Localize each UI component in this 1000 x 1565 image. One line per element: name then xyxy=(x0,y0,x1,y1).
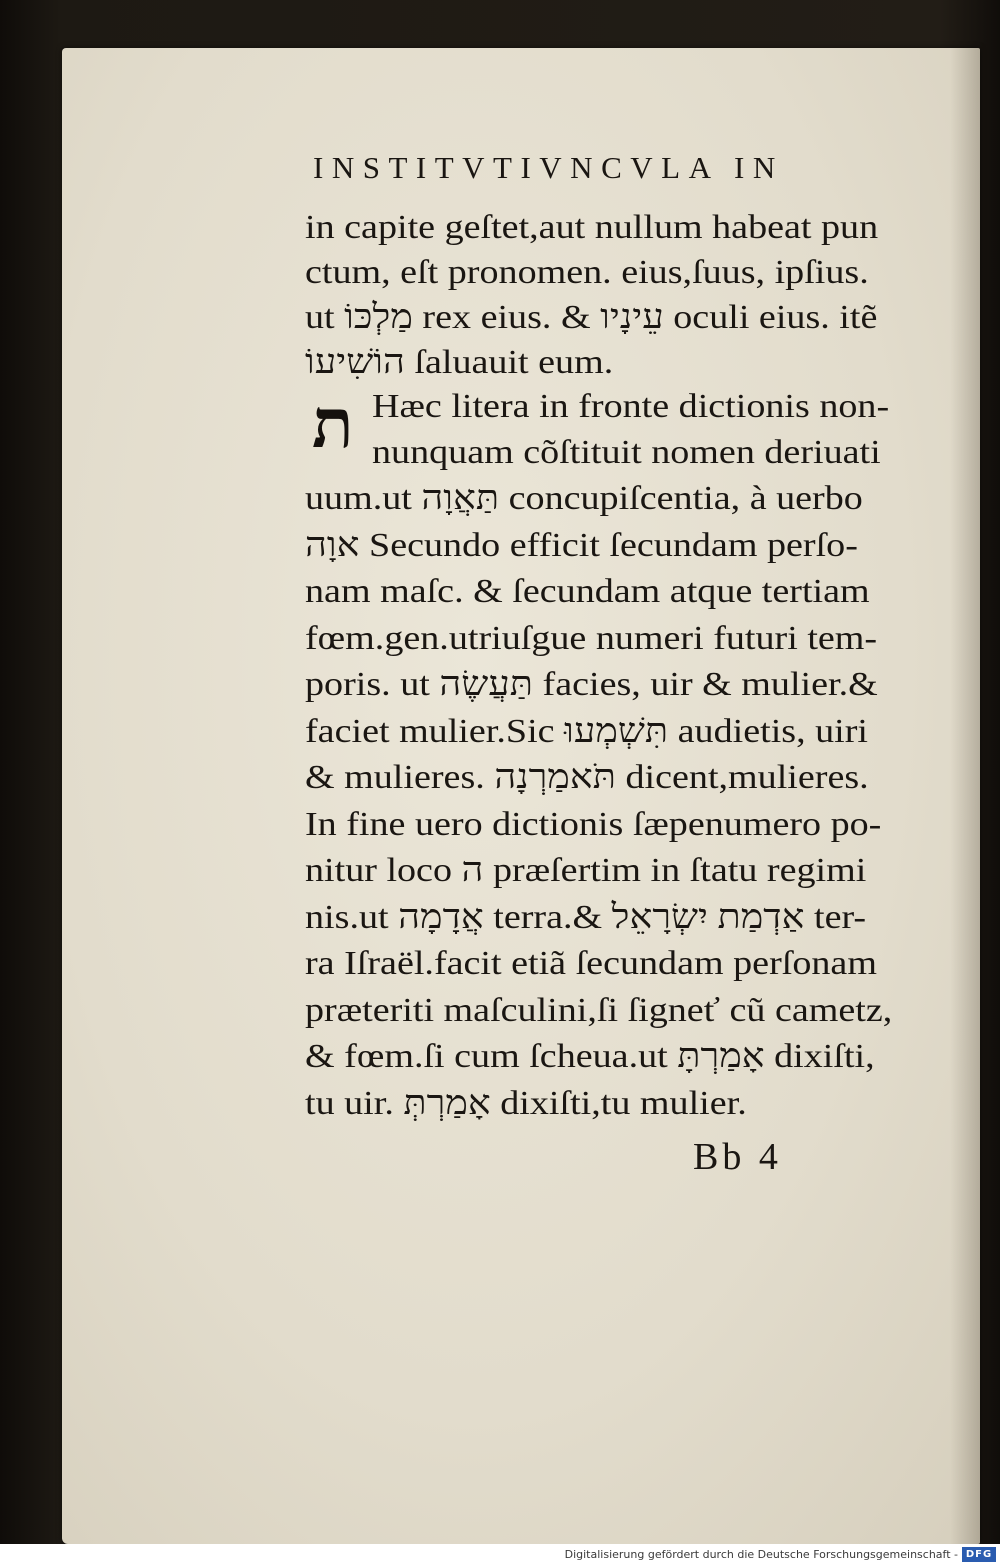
text-line-17: ra Iſraël.facit etiã ſecundam perſonam xyxy=(305,945,877,982)
page-gutter-shadow xyxy=(950,48,980,1544)
text-line-12: faciet mulier.Sic תִּשְׁמְעוּ audietis, uiri xyxy=(305,713,869,750)
text-line-13: & mulieres. תֹּאמַרְנָה dicent,mulieres. xyxy=(305,759,869,796)
text-line-14: In fine uero dictionis ſæpenumero po- xyxy=(305,806,882,843)
text-line-3: ut מַלְכּוֹ rex eius. & עֵינָיו oculi eius. itẽ xyxy=(305,299,878,336)
text-line-7: uum.ut תַּאֲוָה concupiſcentia, à uerbo xyxy=(305,480,863,517)
text-line-4: הוֹשִׁיעוֹ ſaluauit eum. xyxy=(305,344,614,381)
running-head: INSTITVTIVNCVLA IN xyxy=(313,150,784,185)
funding-credit: Digitalisierung gefördert durch die Deutsche Forschungsgemeinschaft - xyxy=(564,1548,958,1561)
text-line-1: in capite geſtet,aut nullum habeat pun xyxy=(305,209,879,246)
text-line-19: & fœm.ſi cum ſcheua.ut אָמַרְתָּ dixiſti, xyxy=(305,1038,875,1075)
text-line-18: præteriti maſculini,ſi ſigneť cũ cametz, xyxy=(305,992,893,1029)
signature-mark: Bb 4 xyxy=(693,1136,782,1178)
text-line-11: poris. ut תַּעֲשֶׂה facies, uir & mulier.& xyxy=(305,666,878,703)
text-line-9: nam maſc. & ſecundam atque tertiam xyxy=(305,573,870,610)
text-line-6: nunquam cõſtituit nomen deriuati xyxy=(372,434,881,471)
text-line-10: fœm.gen.utriuſgue numeri futuri tem- xyxy=(305,620,878,657)
dfg-logo: DFG xyxy=(962,1547,996,1562)
text-line-8: אוָה Secundo efficit ſecundam perſo- xyxy=(305,527,858,564)
text-line-2: ctum, eſt pronomen. eius,ſuus, ipſius. xyxy=(305,254,869,291)
text-line-5: Hæc litera in fronte dictionis non- xyxy=(372,388,890,425)
footer-bar xyxy=(0,1544,1000,1565)
text-line-16: nis.ut אֲדָמָה terra.& אַדְמַת יִשְׂרָאֵל ter- xyxy=(305,899,867,936)
text-line-20: tu uir. אָמַרְתְּ dixiſti,tu mulier. xyxy=(305,1085,747,1122)
text-line-15: nitur loco ה præſertim in ſtatu regimi xyxy=(305,852,867,889)
initial-letter: ת xyxy=(312,384,354,464)
